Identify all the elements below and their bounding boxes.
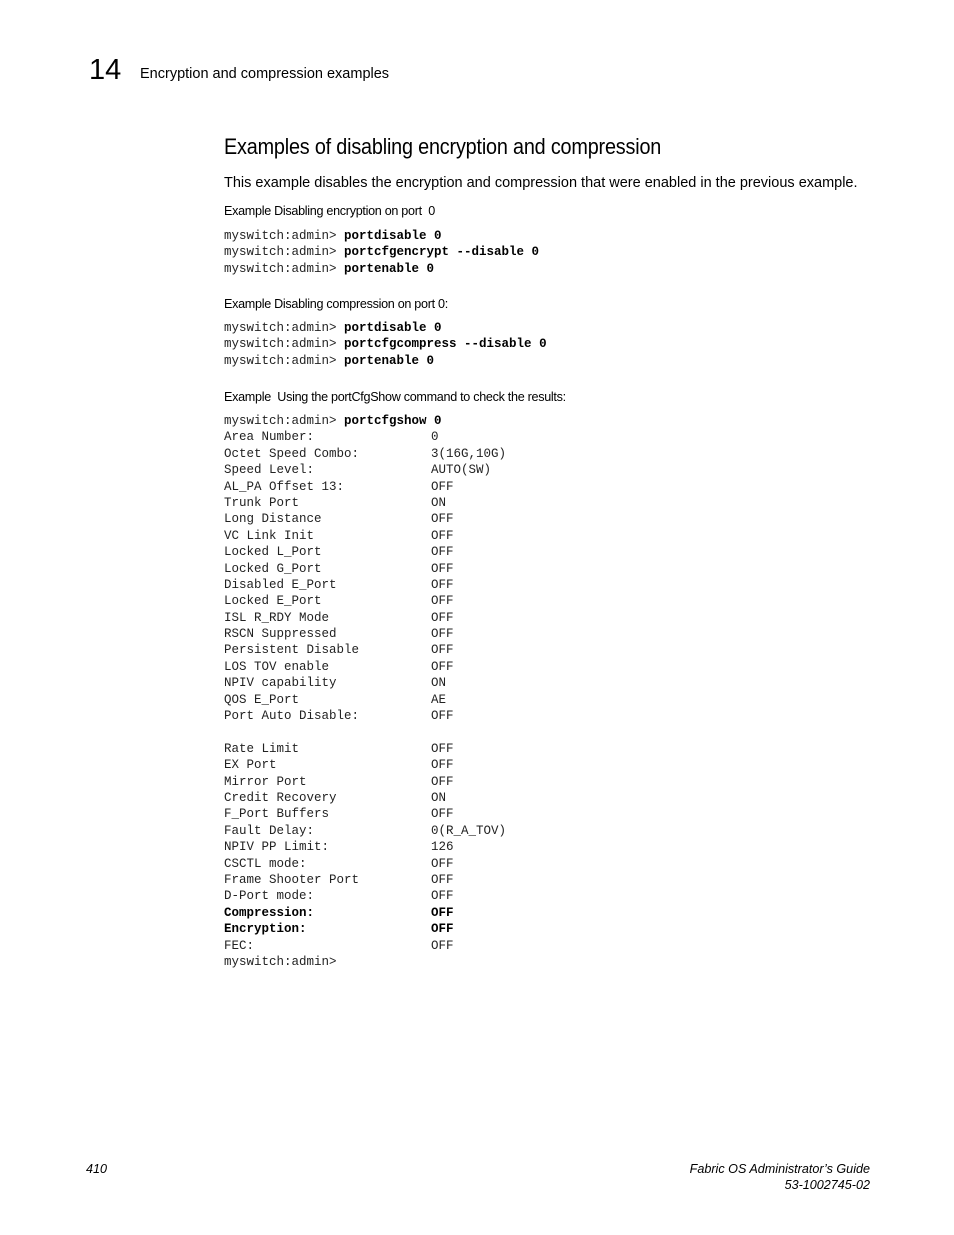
config-value: ON bbox=[431, 495, 447, 510]
config-row bbox=[224, 806, 506, 822]
config-value: OFF bbox=[431, 872, 454, 887]
config-key: Trunk Port bbox=[224, 495, 300, 510]
config-row bbox=[224, 741, 506, 757]
config-value: OFF bbox=[431, 643, 454, 658]
config-key: Fault Delay: bbox=[224, 823, 315, 838]
command: portcfgcompress --disable 0 bbox=[344, 337, 547, 352]
config-row bbox=[224, 511, 506, 527]
config-row bbox=[224, 462, 506, 478]
config-row bbox=[224, 675, 506, 691]
config-value: OFF bbox=[431, 758, 454, 773]
config-row bbox=[224, 561, 506, 577]
chapter-number: 14 bbox=[89, 54, 122, 86]
config-key: EX Port bbox=[224, 758, 277, 773]
prompt: myswitch:admin> bbox=[224, 229, 345, 243]
config-value: OFF bbox=[431, 528, 454, 543]
config-row bbox=[224, 708, 506, 724]
config-key: Long Distance bbox=[224, 512, 322, 527]
config-row bbox=[224, 610, 506, 626]
config-rows-group-1 bbox=[224, 429, 506, 724]
config-row bbox=[224, 905, 506, 921]
config-row bbox=[224, 774, 506, 790]
config-row bbox=[224, 659, 506, 675]
code-block-encryption bbox=[224, 228, 539, 277]
command: portenable 0 bbox=[344, 261, 435, 276]
example-label-portcfgshow: Example Using the portCfgShow command to check the results: bbox=[224, 390, 566, 404]
config-key: Speed Level: bbox=[224, 463, 315, 478]
command: portcfgencrypt --disable 0 bbox=[344, 245, 540, 260]
config-value: 126 bbox=[431, 840, 454, 855]
config-value: 0(R_A_TOV) bbox=[431, 823, 507, 838]
command: portcfgshow 0 bbox=[344, 414, 442, 428]
config-value: OFF bbox=[431, 741, 454, 756]
example-label-encryption: Example Disabling encryption on port 0 bbox=[224, 204, 435, 218]
code-line bbox=[224, 228, 539, 244]
config-key: LOS TOV enable bbox=[224, 659, 330, 674]
config-key: Encryption: bbox=[224, 922, 307, 937]
prompt: myswitch:admin> bbox=[224, 353, 345, 368]
config-key: ISL R_RDY Mode bbox=[224, 610, 330, 625]
config-value: OFF bbox=[431, 659, 454, 674]
config-row bbox=[224, 593, 506, 609]
config-key: Compression: bbox=[224, 905, 315, 920]
config-row bbox=[224, 856, 506, 872]
config-key: Port Auto Disable: bbox=[224, 709, 360, 724]
code-line bbox=[224, 353, 547, 369]
config-row bbox=[224, 872, 506, 888]
config-key: Area Number: bbox=[224, 430, 315, 445]
config-key: Credit Recovery bbox=[224, 790, 337, 805]
page-number: 410 bbox=[86, 1162, 108, 1176]
code-block-portcfgshow bbox=[224, 413, 506, 970]
config-value: OFF bbox=[431, 610, 454, 625]
config-value: OFF bbox=[431, 922, 454, 937]
prompt: myswitch:admin> bbox=[224, 245, 345, 260]
guide-title: Fabric OS Administrator’s Guide bbox=[689, 1162, 870, 1176]
config-key: Frame Shooter Port bbox=[224, 872, 360, 887]
prompt: myswitch:admin> bbox=[224, 261, 345, 276]
code-line bbox=[224, 244, 539, 260]
config-key: F_Port Buffers bbox=[224, 807, 330, 822]
config-value: OFF bbox=[431, 577, 454, 592]
config-row bbox=[224, 429, 506, 445]
config-key: Mirror Port bbox=[224, 774, 307, 789]
config-row bbox=[224, 479, 506, 495]
config-row bbox=[224, 642, 506, 658]
config-value: 0 bbox=[431, 430, 439, 445]
command: portenable 0 bbox=[344, 353, 435, 368]
config-key: NPIV PP Limit: bbox=[224, 840, 330, 855]
config-value: AE bbox=[431, 692, 447, 707]
example-label-compression: Example Disabling compression on port 0: bbox=[224, 297, 448, 311]
config-rows-group-2 bbox=[224, 741, 506, 954]
config-row bbox=[224, 626, 506, 642]
config-row bbox=[224, 528, 506, 544]
config-key: VC Link Init bbox=[224, 528, 315, 543]
config-value: OFF bbox=[431, 709, 454, 724]
config-row bbox=[224, 495, 506, 511]
config-key: Persistent Disable bbox=[224, 643, 360, 658]
code-line bbox=[224, 336, 547, 352]
config-key: Octet Speed Combo: bbox=[224, 446, 360, 461]
config-value: OFF bbox=[431, 479, 454, 494]
config-key: Locked E_Port bbox=[224, 594, 322, 609]
blank-line bbox=[224, 724, 506, 740]
config-row bbox=[224, 938, 506, 954]
footer-info bbox=[690, 1161, 870, 1193]
config-key: Locked L_Port bbox=[224, 545, 322, 560]
config-value: OFF bbox=[431, 512, 454, 527]
code-line bbox=[224, 261, 539, 277]
code-line bbox=[224, 413, 506, 429]
config-row bbox=[224, 544, 506, 560]
config-value: OFF bbox=[431, 856, 454, 871]
prompt: myswitch:admin> bbox=[224, 321, 345, 335]
config-row bbox=[224, 692, 506, 708]
config-key: Locked G_Port bbox=[224, 561, 322, 576]
config-value: OFF bbox=[431, 594, 454, 609]
code-line bbox=[224, 320, 547, 336]
config-row bbox=[224, 446, 506, 462]
config-row bbox=[224, 839, 506, 855]
config-row bbox=[224, 888, 506, 904]
config-row bbox=[224, 757, 506, 773]
config-key: Disabled E_Port bbox=[224, 577, 337, 592]
config-row bbox=[224, 790, 506, 806]
chapter-title: Encryption and compression examples bbox=[140, 66, 390, 82]
final-prompt: myswitch:admin> bbox=[224, 954, 337, 969]
config-key: RSCN Suppressed bbox=[224, 627, 337, 642]
config-row bbox=[224, 921, 506, 937]
section-title: Examples of disabling encryption and compression bbox=[224, 134, 662, 159]
code-block-compression bbox=[224, 320, 547, 369]
intro-paragraph: This example disables the encryption and compression that were enabled in the previous example. bbox=[224, 175, 858, 191]
config-row bbox=[224, 577, 506, 593]
config-value: OFF bbox=[431, 807, 454, 822]
config-key: FEC: bbox=[224, 938, 255, 953]
config-value: 3(16G,10G) bbox=[431, 446, 507, 461]
config-key: QOS E_Port bbox=[224, 692, 300, 707]
config-value: OFF bbox=[431, 545, 454, 560]
command: portdisable 0 bbox=[344, 321, 442, 335]
config-key: AL_PA Offset 13: bbox=[224, 479, 345, 494]
command: portdisable 0 bbox=[344, 229, 442, 243]
config-value: OFF bbox=[431, 905, 454, 920]
config-value: OFF bbox=[431, 889, 454, 904]
config-key: D-Port mode: bbox=[224, 889, 315, 904]
prompt: myswitch:admin> bbox=[224, 414, 345, 428]
config-value: OFF bbox=[431, 938, 454, 953]
config-key: CSCTL mode: bbox=[224, 856, 307, 871]
config-value: OFF bbox=[431, 774, 454, 789]
config-key: Rate Limit bbox=[224, 741, 300, 756]
config-row bbox=[224, 823, 506, 839]
config-value: AUTO(SW) bbox=[431, 463, 492, 478]
prompt: myswitch:admin> bbox=[224, 337, 345, 352]
config-key: NPIV capability bbox=[224, 676, 337, 691]
doc-number: 53-1002745-02 bbox=[784, 1178, 870, 1192]
config-value: OFF bbox=[431, 627, 454, 642]
config-value: OFF bbox=[431, 561, 454, 576]
config-value: ON bbox=[431, 676, 447, 691]
config-value: ON bbox=[431, 790, 447, 805]
